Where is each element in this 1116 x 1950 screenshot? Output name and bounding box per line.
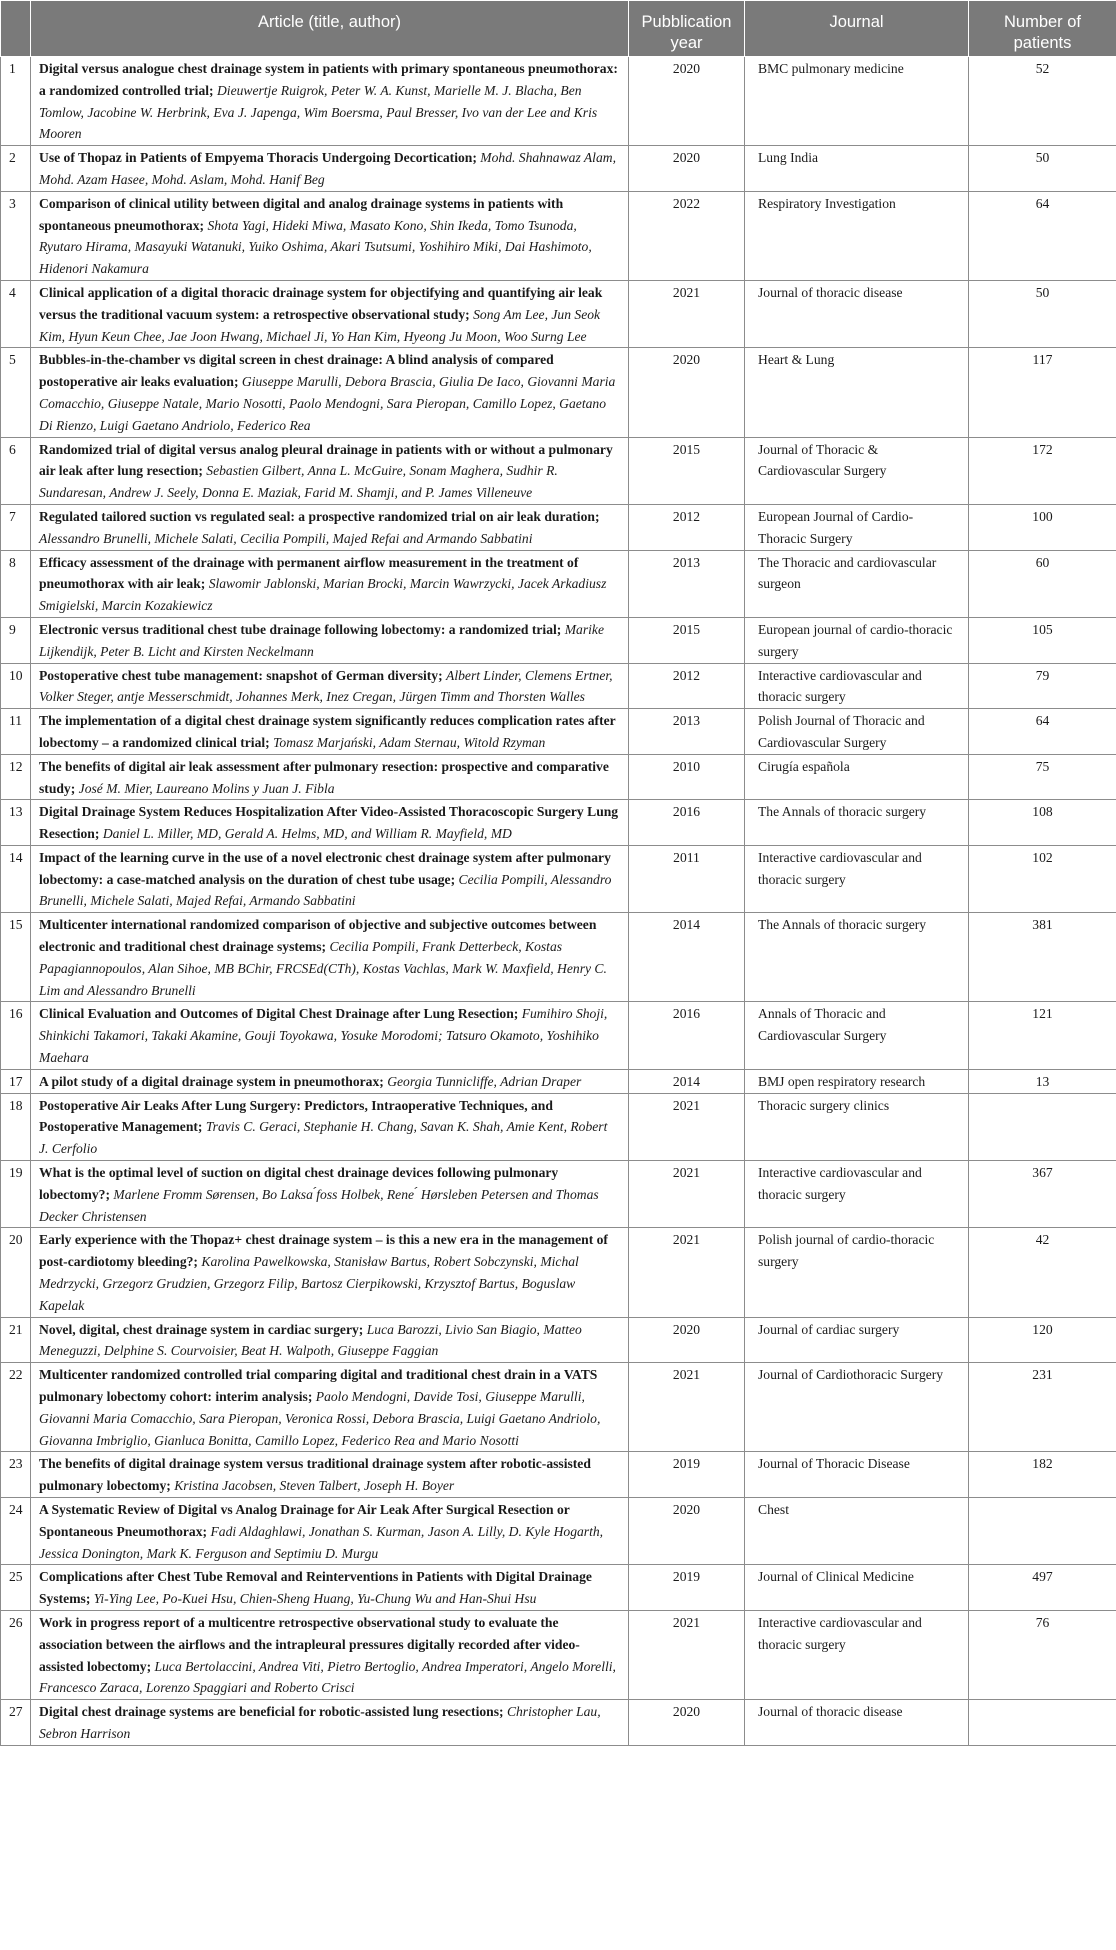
- journal-name: Thoracic surgery clinics: [745, 1093, 969, 1160]
- row-number: 27: [1, 1700, 31, 1746]
- article-title: The benefits of digital drainage system versus traditional drainage system after robotic-assisted pulmonary lobectomy;: [39, 1456, 591, 1494]
- row-number: 15: [1, 913, 31, 1002]
- publication-year: 2010: [629, 754, 745, 800]
- number-of-patients: 381: [969, 913, 1116, 1002]
- article-title: Postoperative chest tube management: snapshot of German diversity;: [39, 667, 443, 683]
- table-row: [1, 754, 1116, 800]
- row-number: 22: [1, 1363, 31, 1452]
- table-row: [1, 1565, 1116, 1611]
- article-title: The benefits of digital air leak assessment after pulmonary resection: prospective and comparative study;: [39, 758, 609, 796]
- number-of-patients: 60: [969, 550, 1116, 617]
- row-number: 13: [1, 800, 31, 846]
- article-authors: Christopher Lau, Sebron Harrison: [39, 1704, 601, 1741]
- article-title: Regulated tailored suction vs regulated seal: a prospective randomized trial on air leak duration;: [39, 508, 600, 524]
- article-title: Early experience with the Thopaz+ chest drainage system – is this a new era in the management of post-cardiotomy bleeding?;: [39, 1232, 608, 1270]
- row-number: 12: [1, 754, 31, 800]
- article-cell: [31, 663, 629, 709]
- journal-name: Interactive cardiovascular and thoracic surgery: [745, 845, 969, 912]
- journal-name: Journal of Cardiothoracic Surgery: [745, 1363, 969, 1452]
- article-cell: [31, 754, 629, 800]
- article-authors: Tomasz Marjański, Adam Sternau, Witold Rzyman: [273, 734, 546, 750]
- journal-name: BMJ open respiratory research: [745, 1069, 969, 1093]
- publication-year: 2022: [629, 191, 745, 280]
- row-number: 3: [1, 191, 31, 280]
- article-authors: Fadi Aldaghlawi, Jonathan S. Kurman, Jason A. Lilly, D. Kyle Hogarth, Jessica Donington, Mark K. Ferguson and Septimiu D. Murgu: [39, 1523, 604, 1561]
- article-title: Digital chest drainage systems are beneficial for robotic-assisted lung resections;: [39, 1704, 504, 1720]
- article-authors: Marike Lijkendijk, Peter B. Licht and Kirsten Neckelmann: [39, 621, 604, 659]
- article-authors: Daniel L. Miller, MD, Gerald A. Helms, MD, and William R. Mayfield, MD: [102, 826, 512, 842]
- journal-name: European Journal of Cardio-Thoracic Surgery: [745, 504, 969, 550]
- publication-year: 2020: [629, 57, 745, 146]
- publication-year: 2021: [629, 1228, 745, 1317]
- header-row: [1, 1, 1116, 57]
- article-title: Efficacy assessment of the drainage with permanent airflow measurement in the treatment of pneumothorax with air leak;: [39, 554, 579, 592]
- publication-year: 2020: [629, 146, 745, 192]
- article-authors: Albert Linder, Clemens Ertner, Volker Steger, antje Messerschmidt, Johannes Merk, Inez Cregan, Jürgen Timm and Thorsten Walles: [39, 667, 613, 705]
- article-cell: [31, 57, 629, 146]
- journal-name: Polish Journal of Thoracic and Cardiovascular Surgery: [745, 709, 969, 755]
- table-row: [1, 1002, 1116, 1069]
- article-cell: [31, 617, 629, 663]
- article-title: Use of Thopaz in Patients of Empyema Thoracis Undergoing Decortication;: [39, 150, 477, 166]
- article-title: Clinical Evaluation and Outcomes of Digital Chest Drainage after Lung Resection;: [39, 1006, 519, 1022]
- journal-name: Journal of thoracic disease: [745, 280, 969, 347]
- publication-year: 2011: [629, 845, 745, 912]
- article-cell: [31, 913, 629, 1002]
- publication-year: 2015: [629, 617, 745, 663]
- journal-name: Chest: [745, 1498, 969, 1565]
- article-title: Impact of the learning curve in the use of a novel electronic chest drainage system after pulmonary lobectomy: a case-matched analysis on the duration of chest tube usage;: [39, 849, 611, 887]
- article-cell: [31, 1161, 629, 1228]
- publication-year: 2013: [629, 709, 745, 755]
- number-of-patients: [969, 1093, 1116, 1160]
- table-row: [1, 709, 1116, 755]
- article-cell: [31, 845, 629, 912]
- article-cell: [31, 1317, 629, 1363]
- publication-year: 2012: [629, 663, 745, 709]
- article-authors: Kristina Jacobsen, Steven Talbert, Joseph H. Boyer: [174, 1478, 455, 1494]
- article-cell: [31, 800, 629, 846]
- article-title: What is the optimal level of suction on digital chest drainage devices following pulmonary lobectomy?;: [39, 1165, 559, 1202]
- article-authors: Dieuwertje Ruigrok, Peter W. A. Kunst, Marielle M. J. Blacha, Ben Tomlow, Jacobine W. Herbrink, Eva J. Japenga, Wim Boersma, Paul Bresser, Ivo van der Lee and Kris Mooren: [39, 82, 598, 142]
- journal-name: BMC pulmonary medicine: [745, 57, 969, 146]
- number-of-patients: 64: [969, 191, 1116, 280]
- table-row: [1, 1498, 1116, 1565]
- row-number: 20: [1, 1228, 31, 1317]
- journal-name: Interactive cardiovascular and thoracic surgery: [745, 663, 969, 709]
- journal-name: Lung India: [745, 146, 969, 192]
- row-number: 5: [1, 348, 31, 437]
- table-row: [1, 57, 1116, 146]
- article-title: Digital Drainage System Reduces Hospitalization After Video-Assisted Thoracoscopic Surgery Lung Resection;: [39, 804, 619, 842]
- article-cell: [31, 348, 629, 437]
- table-row: [1, 1161, 1116, 1228]
- number-of-patients: 172: [969, 437, 1116, 504]
- row-number: 1: [1, 57, 31, 146]
- table-row: [1, 191, 1116, 280]
- journal-name: European journal of cardio-thoracic surgery: [745, 617, 969, 663]
- article-title: Digital versus analogue chest drainage system in patients with primary spontaneous pneumothorax: a randomized controlled trial;: [39, 61, 618, 98]
- article-cell: [31, 1363, 629, 1452]
- table-row: [1, 1317, 1116, 1363]
- row-number: 24: [1, 1498, 31, 1565]
- publication-year: 2020: [629, 1317, 745, 1363]
- publication-year: 2015: [629, 437, 745, 504]
- journal-name: Annals of Thoracic and Cardiovascular Surgery: [745, 1002, 969, 1069]
- publication-year: 2021: [629, 1093, 745, 1160]
- article-title: A pilot study of a digital drainage system in pneumothorax;: [39, 1073, 384, 1089]
- number-of-patients: 102: [969, 845, 1116, 912]
- article-title: Novel, digital, chest drainage system in cardiac surgery;: [39, 1321, 364, 1337]
- number-of-patients: 105: [969, 617, 1116, 663]
- article-authors: José M. Mier, Laureano Molins y Juan J. Fibla: [78, 780, 335, 796]
- article-authors: Paolo Mendogni, Davide Tosi, Giuseppe Marulli, Giovanni Maria Comacchio, Sara Pieropan, Veronica Rossi, Debora Brascia, Luigi Gaetano Andriolo, Giovanna Imbriglio, Gianluca Bonitta, Camillo Lopez, Federico Rea and Mario Nosotti: [39, 1389, 601, 1448]
- table-header: [1, 1, 1116, 57]
- article-authors: Fumihiro Shoji, Shinkichi Takamori, Takaki Akamine, Gouji Toyokawa, Yosuke Morodomi; Tatsuro Okamoto, Yoshihiko Maehara: [39, 1006, 608, 1066]
- article-cell: [31, 1700, 629, 1746]
- article-authors: Cecilia Pompili, Frank Detterbeck, Kostas Papagiannopoulos, Alan Sihoe, MB BChir, FRCSEd(CTh), Kostas Vachlas, Mark W. Maxfield, Henry C. Lim and Alessandro Brunelli: [39, 939, 607, 998]
- table-row: [1, 1452, 1116, 1498]
- publication-year: 2019: [629, 1565, 745, 1611]
- journal-name: Interactive cardiovascular and thoracic surgery: [745, 1610, 969, 1699]
- row-number: 21: [1, 1317, 31, 1363]
- publication-year: 2020: [629, 1498, 745, 1565]
- journal-name: Journal of thoracic disease: [745, 1700, 969, 1746]
- row-number: 17: [1, 1069, 31, 1093]
- article-authors: Mohd. Shahnawaz Alam, Mohd. Azam Hasee, Mohd. Aslam, Mohd. Hanif Beg: [39, 150, 616, 187]
- table-row: [1, 800, 1116, 846]
- row-number: 25: [1, 1565, 31, 1611]
- article-authors: Sebastien Gilbert, Anna L. McGuire, Sonam Maghera, Sudhir R. Sundaresan, Andrew J. Seely, Donna E. Maziak, Farid M. Shamji, and P. James Villeneuve: [39, 463, 558, 501]
- article-title: Multicenter international randomized comparison of objective and subjective outcomes between electronic and traditional chest drainage systems;: [39, 917, 597, 955]
- article-title: Postoperative Air Leaks After Lung Surgery: Predictors, Intraoperative Techniques, and Postoperative Management;: [39, 1097, 553, 1135]
- article-title: Comparison of clinical utility between digital and analog drainage systems in patients with spontaneous pneumothorax;: [39, 195, 564, 233]
- number-of-patients: 64: [969, 709, 1116, 755]
- article-cell: [31, 709, 629, 755]
- publication-year: 2019: [629, 1452, 745, 1498]
- publication-year: 2020: [629, 348, 745, 437]
- row-number: 18: [1, 1093, 31, 1160]
- article-cell: [31, 1565, 629, 1611]
- number-of-patients: 75: [969, 754, 1116, 800]
- header-journal: Journal: [745, 1, 969, 57]
- journal-name: Journal of Thoracic & Cardiovascular Surgery: [745, 437, 969, 504]
- journal-name: Respiratory Investigation: [745, 191, 969, 280]
- table-row: [1, 437, 1116, 504]
- article-authors: Giuseppe Marulli, Debora Brascia, Giulia De Iaco, Giovanni Maria Comacchio, Giuseppe Natale, Mario Nosotti, Paolo Mendogni, Sara Pieropan, Camillo Lopez, Gaetano Di Rienzo, Luigi Gaetano Andriolo, Federico Rea: [39, 374, 616, 433]
- number-of-patients: 76: [969, 1610, 1116, 1699]
- article-cell: [31, 1452, 629, 1498]
- number-of-patients: 497: [969, 1565, 1116, 1611]
- header-num: [1, 1, 31, 57]
- article-authors: Luca Bertolaccini, Andrea Viti, Pietro Bertoglio, Andrea Imperatori, Angelo Morelli, Francesco Zaraca, Lorenzo Spaggiari and Roberto Crisci: [39, 1658, 616, 1696]
- number-of-patients: [969, 1498, 1116, 1565]
- article-title: Work in progress report of a multicentre retrospective observational study to evaluate the association between the airflows and the intrapleural pressures digitally recorded after video-assisted lobectomy;: [39, 1614, 580, 1674]
- article-authors: Marlene Fromm Sørensen, Bo Laksa ́fοss Holbek, Rene ́ Hørsleben Petersen and Thomas Decker Christensen: [39, 1186, 599, 1224]
- article-cell: [31, 437, 629, 504]
- article-authors: Travis C. Geraci, Stephanie H. Chang, Savan K. Shah, Amie Kent, Robert J. Cerfolio: [39, 1119, 608, 1157]
- publication-year: 2012: [629, 504, 745, 550]
- number-of-patients: 117: [969, 348, 1116, 437]
- number-of-patients: 13: [969, 1069, 1116, 1093]
- row-number: 11: [1, 709, 31, 755]
- article-authors: Yi-Ying Lee, Po-Kuei Hsu, Chien-Sheng Huang, Yu-Chung Wu and Han-Shui Hsu: [93, 1591, 537, 1607]
- row-number: 10: [1, 663, 31, 709]
- article-authors: Luca Barozzi, Livio San Biagio, Matteo Meneguzzi, Delphine S. Courvoisier, Beat H. Walpoth, Giuseppe Faggian: [39, 1321, 582, 1359]
- number-of-patients: 231: [969, 1363, 1116, 1452]
- table-row: [1, 348, 1116, 437]
- journal-name: Polish journal of cardio-thoracic surgery: [745, 1228, 969, 1317]
- article-authors: Slawomir Jablonski, Marian Brocki, Marcin Wawrzycki, Jacek Arkadiusz Smigielski, Marcin Kozakiewicz: [39, 576, 607, 614]
- table-row: [1, 146, 1116, 192]
- article-cell: [31, 1610, 629, 1699]
- article-cell: [31, 191, 629, 280]
- article-title: The implementation of a digital chest drainage system significantly reduces complication rates after lobectomy – a randomized clinical trial;: [39, 713, 616, 750]
- number-of-patients: 367: [969, 1161, 1116, 1228]
- table-row: [1, 280, 1116, 347]
- article-title: Electronic versus traditional chest tube drainage following lobectomy: a randomized trial;: [39, 621, 562, 637]
- row-number: 26: [1, 1610, 31, 1699]
- journal-name: The Annals of thoracic surgery: [745, 800, 969, 846]
- article-authors: Karolina Pawelkowska, Stanisław Bartus, Robert Sobczynski, Michal Medrzycki, Grzegorz Grudzien, Grzegorz Filip, Bartosz Cierpikowski, Krzysztof Bartus, Boguslaw Kapelak: [39, 1254, 579, 1313]
- table-row: [1, 1093, 1116, 1160]
- article-authors: Georgia Tunnicliffe, Adrian Draper: [387, 1073, 582, 1089]
- table-row: [1, 1363, 1116, 1452]
- publication-year: 2020: [629, 1700, 745, 1746]
- publication-year: 2016: [629, 800, 745, 846]
- journal-name: The Annals of thoracic surgery: [745, 913, 969, 1002]
- article-title: Clinical application of a digital thoracic drainage system for objectifying and quantifying air leak versus the traditional vacuum system: a retrospective observational study;: [39, 284, 603, 322]
- row-number: 7: [1, 504, 31, 550]
- table-row: [1, 1700, 1116, 1746]
- article-authors: Cecilia Pompili, Alessandro Brunelli, Michele Salati, Majed Refai, Armando Sabbatini: [39, 871, 612, 909]
- row-number: 23: [1, 1452, 31, 1498]
- row-number: 14: [1, 845, 31, 912]
- number-of-patients: 100: [969, 504, 1116, 550]
- publication-year: 2016: [629, 1002, 745, 1069]
- number-of-patients: 108: [969, 800, 1116, 846]
- table-row: [1, 504, 1116, 550]
- article-authors: Shota Yagi, Hideki Miwa, Masato Kono, Shin Ikeda, Tomo Tsunoda, Ryutaro Hirama, Masayuki Watanuki, Yuiko Oshima, Akari Tsutsumi, Yoshihiro Miki, Dai Hashimoto, Hidenori Nakamura: [39, 217, 592, 277]
- journal-name: Cirugía española: [745, 754, 969, 800]
- article-title: Complications after Chest Tube Removal and Reinterventions in Patients with Digital Drainage Systems;: [39, 1569, 592, 1607]
- publication-year: 2014: [629, 1069, 745, 1093]
- number-of-patients: 50: [969, 146, 1116, 192]
- header-article: Article (title, author): [31, 1, 629, 57]
- article-cell: [31, 504, 629, 550]
- publication-year: 2013: [629, 550, 745, 617]
- table-row: [1, 913, 1116, 1002]
- header-year: Pubblication year: [629, 1, 745, 57]
- journal-name: Heart & Lung: [745, 348, 969, 437]
- row-number: 8: [1, 550, 31, 617]
- row-number: 4: [1, 280, 31, 347]
- journal-name: Interactive cardiovascular and thoracic surgery: [745, 1161, 969, 1228]
- table-row: [1, 845, 1116, 912]
- publication-year: 2021: [629, 1161, 745, 1228]
- number-of-patients: 50: [969, 280, 1116, 347]
- article-cell: [31, 146, 629, 192]
- number-of-patients: 52: [969, 57, 1116, 146]
- table-body: [1, 57, 1116, 1746]
- article-cell: [31, 550, 629, 617]
- article-authors: Alessandro Brunelli, Michele Salati, Cecilia Pompili, Majed Refai and Armando Sabbatini: [39, 530, 533, 546]
- number-of-patients: [969, 1700, 1116, 1746]
- publication-year: 2021: [629, 1610, 745, 1699]
- article-title: Bubbles-in-the-chamber vs digital screen in chest drainage: A blind analysis of compared postoperative air leaks evaluation;: [39, 352, 554, 390]
- article-cell: [31, 1069, 629, 1093]
- number-of-patients: 120: [969, 1317, 1116, 1363]
- table-row: [1, 663, 1116, 709]
- article-title: A Systematic Review of Digital vs Analog Drainage for Air Leak After Surgical Resection or Spontaneous Pneumothorax;: [39, 1502, 570, 1539]
- journal-name: Journal of Clinical Medicine: [745, 1565, 969, 1611]
- journal-name: The Thoracic and cardiovascular surgeon: [745, 550, 969, 617]
- article-cell: [31, 1093, 629, 1160]
- row-number: 2: [1, 146, 31, 192]
- header-patients: Number of patients: [969, 1, 1116, 57]
- number-of-patients: 79: [969, 663, 1116, 709]
- table-row: [1, 1228, 1116, 1317]
- article-title: Randomized trial of digital versus analog pleural drainage in patients with or without a pulmonary air leak after lung resection;: [39, 441, 613, 479]
- article-title: Multicenter randomized controlled trial comparing digital and traditional chest drain in a VATS pulmonary lobectomy cohort: interim analysis;: [39, 1367, 598, 1405]
- table-row: [1, 617, 1116, 663]
- table-row: [1, 1610, 1116, 1699]
- article-cell: [31, 280, 629, 347]
- row-number: 16: [1, 1002, 31, 1069]
- number-of-patients: 121: [969, 1002, 1116, 1069]
- row-number: 9: [1, 617, 31, 663]
- publication-year: 2021: [629, 280, 745, 347]
- row-number: 6: [1, 437, 31, 504]
- publication-year: 2021: [629, 1363, 745, 1452]
- journal-name: Journal of cardiac surgery: [745, 1317, 969, 1363]
- article-cell: [31, 1498, 629, 1565]
- article-cell: [31, 1002, 629, 1069]
- table-row: [1, 1069, 1116, 1093]
- article-authors: Song Am Lee, Jun Seok Kim, Hyun Keun Chee, Jae Joon Hwang, Michael Ji, Yo Han Kim, Hyeong Ju Moon, Woo Surng Lee: [39, 306, 601, 344]
- table-row: [1, 550, 1116, 617]
- publication-year: 2014: [629, 913, 745, 1002]
- number-of-patients: 42: [969, 1228, 1116, 1317]
- journal-name: Journal of Thoracic Disease: [745, 1452, 969, 1498]
- number-of-patients: 182: [969, 1452, 1116, 1498]
- article-cell: [31, 1228, 629, 1317]
- row-number: 19: [1, 1161, 31, 1228]
